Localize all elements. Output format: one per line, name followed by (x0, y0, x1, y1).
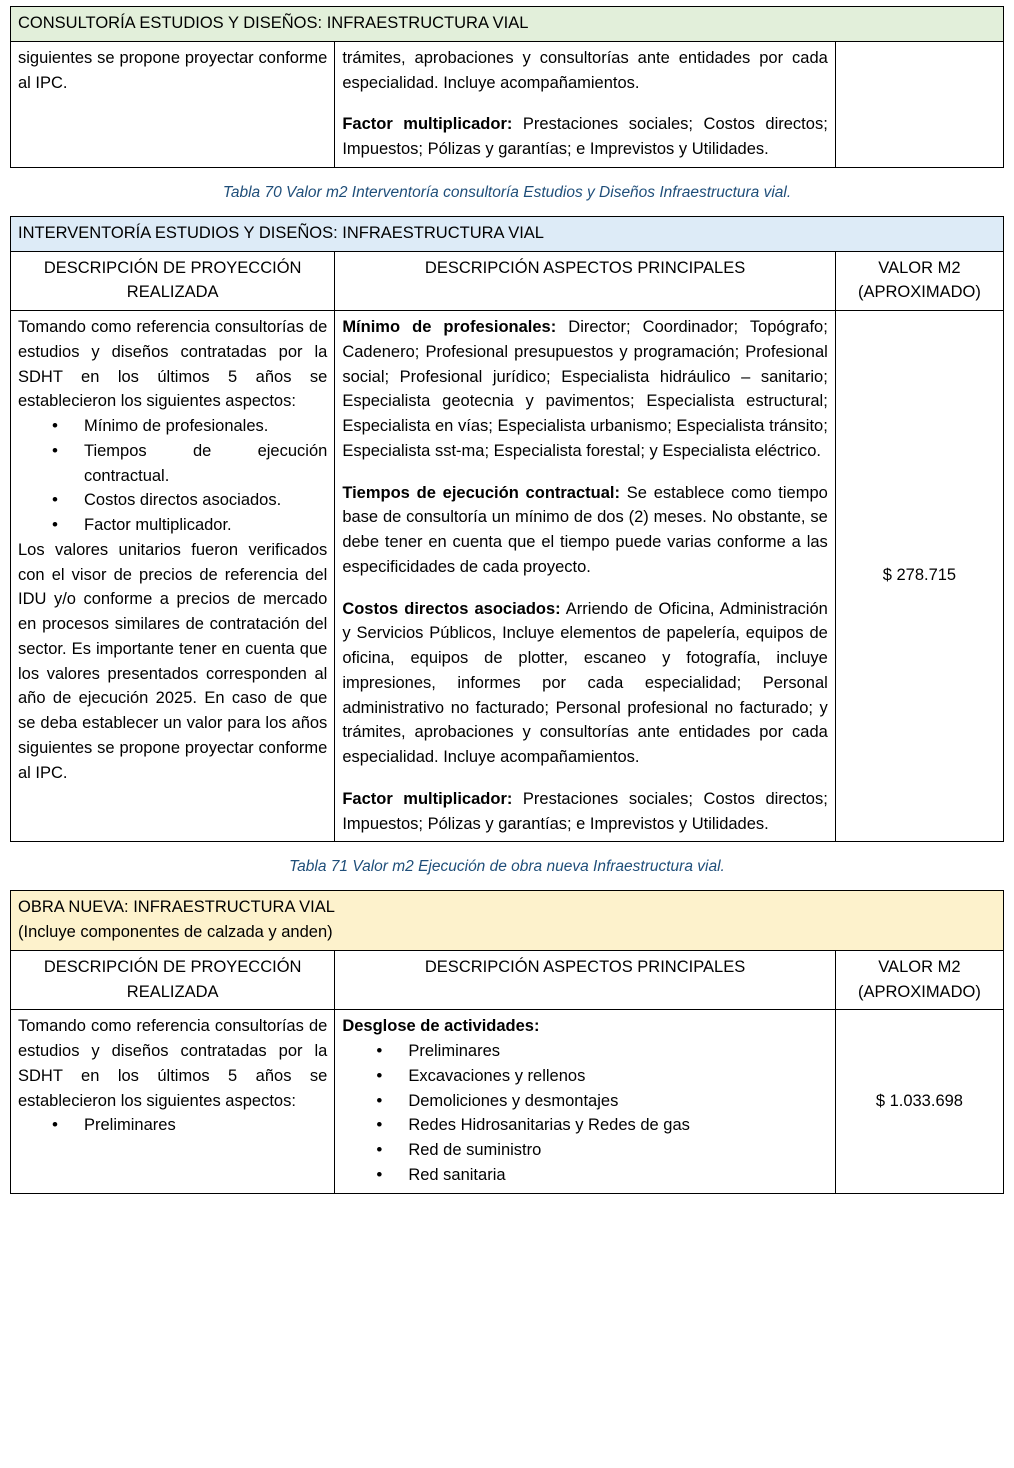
paragraph-text: Prestaciones sociales; Costos directos; Impuestos; Pólizas y garantías; e Imprevistos y Utilidades. (342, 115, 828, 158)
table-header-row (11, 950, 1004, 1010)
header-valor-line1: VALOR M2 (878, 957, 961, 976)
cell-paragraph: Tomando como referencia consultorías de estudios y diseños contratadas por la SDHT en los últimos 5 años se establecieron los siguientes aspectos: (18, 1017, 328, 1110)
list-item-label: • Mínimo de profesionales. (84, 417, 269, 435)
list-item (52, 414, 327, 439)
cell-descripcion-proyeccion (11, 1010, 335, 1193)
header-aspectos-principales: DESCRIPCIÓN ASPECTOS PRINCIPALES (335, 950, 835, 1010)
paragraph-label: Factor multiplicador: (342, 789, 513, 808)
header-valor-line2: (APROXIMADO) (857, 982, 981, 1001)
list-item-label: • Demoliciones y desmontajes (408, 1091, 619, 1110)
table-interventoria-estudios-disenos (10, 216, 1004, 843)
table-row (11, 1010, 1004, 1193)
banner-label: OBRA NUEVA: INFRAESTRUCTURA VIAL (18, 898, 335, 917)
list-item (376, 1039, 827, 1064)
list-item-label: • Red sanitaria (408, 1165, 506, 1184)
cell-descripcion-proyeccion (11, 41, 335, 167)
table-obra-nueva (10, 890, 1004, 1193)
paragraph-label: Tiempos de ejecución contractual: (342, 483, 620, 502)
banner-label: CONSULTORÍA ESTUDIOS Y DISEÑOS: INFRAESTRUCTURA VIAL (11, 7, 1004, 42)
cell-paragraph: Tomando como referencia consultorías de estudios y diseños contratadas por la SDHT en los últimos 5 años se establecieron los siguientes aspectos: (18, 318, 328, 411)
list-item (376, 1089, 827, 1114)
cell-paragraph (342, 315, 828, 464)
banner-label: INTERVENTORÍA ESTUDIOS Y DISEÑOS: INFRAESTRUCTURA VIAL (11, 216, 1004, 251)
header-aspectos-principales: DESCRIPCIÓN ASPECTOS PRINCIPALES (335, 251, 836, 311)
paragraph-label: Factor multiplicador: (342, 115, 513, 134)
paragraph-label: Mínimo de profesionales: (342, 318, 557, 336)
paragraph-text: Se establece como tiempo base de consultoría un mínimo de dos (2) meses. No obstante, se debe tener en cuenta que el tiempo puede varias conforme a las especificidades de cada proyecto. (342, 483, 828, 576)
list-item (376, 1113, 827, 1138)
list-item-label: • Preliminares (408, 1042, 501, 1060)
bullet-list-aspectos (18, 414, 327, 538)
list-item-label: • Preliminares (84, 1116, 176, 1135)
cell-paragraph: siguientes se propone proyectar conforme al IPC. (18, 48, 328, 92)
cell-paragraph: trámites, aprobaciones y consultorías ante entidades por cada especialidad. Incluye acompañamientos. (342, 48, 828, 92)
cell-descripcion-proyeccion (11, 311, 335, 842)
header-valor-m2 (835, 251, 1003, 311)
list-item-label: • Tiempos de ejecución contractual. (84, 441, 328, 485)
list-item (376, 1138, 827, 1163)
header-valor-line1: VALOR M2 (878, 258, 961, 277)
header-descripcion-proyeccion: DESCRIPCIÓN DE PROYECCIÓN REALIZADA (11, 950, 335, 1010)
table-banner-consultoria (11, 7, 1004, 42)
table-banner-obra-nueva (11, 891, 1004, 951)
cell-aspectos-principales (335, 41, 835, 167)
cell-aspectos-principales (335, 311, 836, 842)
list-item-label: • Excavaciones y rellenos (408, 1066, 586, 1085)
table-consultoria-continuation (10, 6, 1004, 168)
cell-paragraph (342, 481, 828, 580)
caption-tabla-71: Tabla 71 Valor m2 Ejecución de obra nueva Infraestructura vial. (289, 858, 725, 876)
cell-valor-m2: $ 278.715 (835, 311, 1003, 842)
list-item (52, 488, 327, 513)
cell-paragraph: Los valores unitarios fueron verificados con el visor de precios de referencia del IDU y/o conforme a precios de mercado en procesos similares de contratación del sector. Es importante tener en cuenta que los valores presentados corresponden al año de ejecución 2025. En caso de que se deba establecer un valor para los años siguientes se propone proyectar conforme al IPC. (18, 540, 328, 782)
paragraph-label: Costos directos asociados: (342, 599, 561, 618)
bullet-list-aspectos (18, 1113, 327, 1138)
bullet-list-desglose (342, 1039, 827, 1188)
cell-paragraph (342, 112, 827, 162)
list-item (52, 513, 327, 538)
table-row (11, 311, 1004, 842)
cell-valor-m2 (835, 41, 1003, 167)
paragraph-text: Director; Coordinador; Topógrafo; Cadenero; Profesional presupuestos y programación; Profesional social; Profesional jurídico; Especialista hidráulico – sanitario; Especialista geotecnia y pavimentos; Especialista estructural; Especialista en vías; Especialista urbanismo; Especialista tránsito; Especialista sst-ma; Especialista forestal; y Especialista eléctrico. (342, 318, 828, 460)
list-item (376, 1163, 827, 1188)
header-valor-m2 (835, 950, 1003, 1010)
cell-paragraph-label: Desglose de actividades: (342, 1017, 540, 1036)
paragraph-text: Prestaciones sociales; Costos directos; Impuestos; Pólizas y garantías; e Imprevistos y Utilidades. (342, 789, 828, 833)
header-descripcion-proyeccion: DESCRIPCIÓN DE PROYECCIÓN REALIZADA (11, 251, 335, 311)
banner-sublabel: (Incluye componentes de calzada y anden) (18, 923, 333, 941)
table-row (11, 41, 1004, 167)
list-item (52, 1113, 327, 1138)
header-valor-line2: (APROXIMADO) (857, 283, 981, 302)
paragraph-text: Arriendo de Oficina, Administración y Servicios Públicos, Incluye elementos de papelería, equipos de oficina, equipos de plotter, escaneo y fotografía, incluye impresiones, informes por cada especialidad; Personal administrativo no facturado; Personal profesional no facturado; y trámites, aprobaciones y consultorías ante entidades por cada especialidad. Incluye acompañamientos. (342, 599, 828, 766)
caption-tabla-70: Tabla 70 Valor m2 Interventoría consultoría Estudios y Diseños Infraestructura vial. (222, 183, 792, 201)
table-banner-interventoria (11, 216, 1004, 251)
table-header-row (11, 251, 1004, 311)
list-item (52, 439, 327, 489)
list-item (376, 1064, 827, 1089)
list-item-label: • Redes Hidrosanitarias y Redes de gas (408, 1116, 690, 1135)
cell-paragraph (342, 597, 828, 770)
cell-valor-m2: $ 1.033.698 (835, 1010, 1003, 1193)
cell-paragraph (342, 787, 828, 837)
cell-aspectos-principales (335, 1010, 835, 1193)
list-item-label: • Red de suministro (408, 1141, 542, 1159)
list-item-label: • Costos directos asociados. (84, 491, 282, 510)
list-item-label: • Factor multiplicador. (84, 516, 232, 534)
